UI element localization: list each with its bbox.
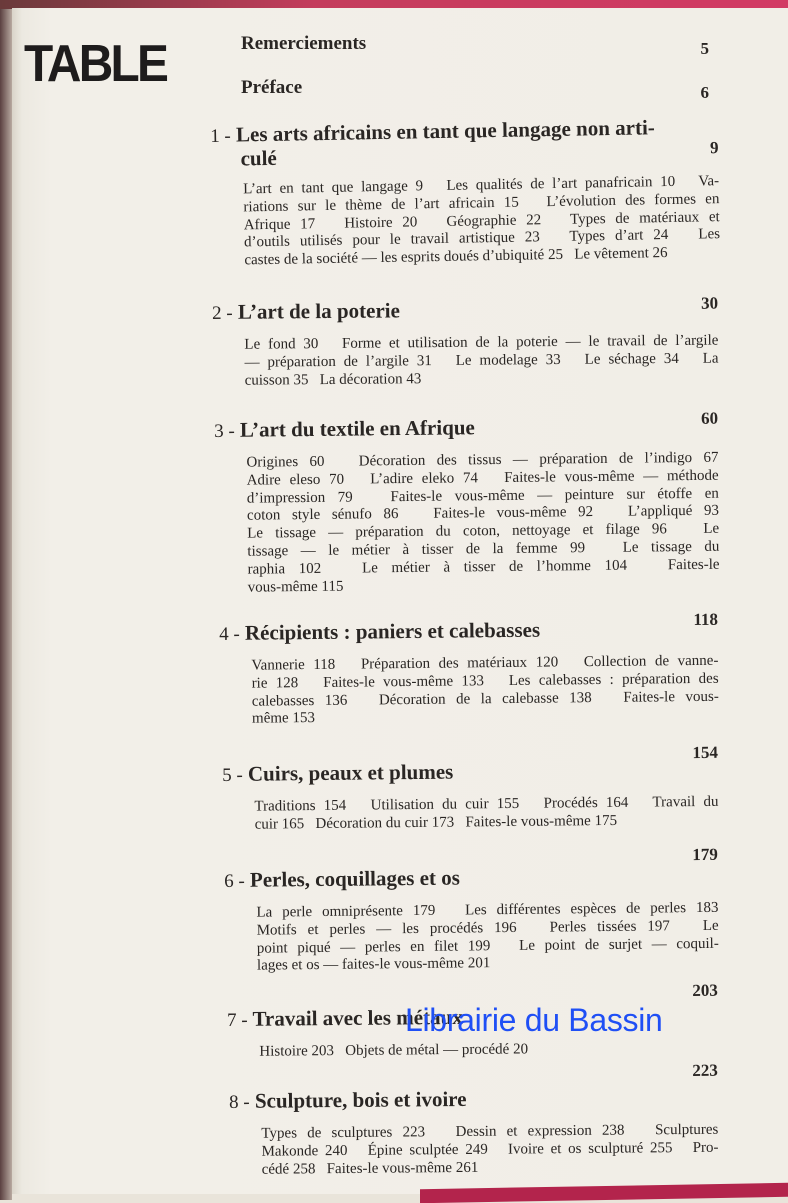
chapter-number: 7 -	[227, 1009, 248, 1031]
section-list	[251, 653, 719, 729]
chapter-page: 118	[693, 609, 719, 630]
toc-entry-preface	[241, 77, 709, 102]
chapter-title: Cuirs, peaux et plumes	[247, 759, 454, 786]
chapter-title: Travail avec les métaux	[252, 1004, 463, 1031]
section-line: La perle omniprésente 179 Les différentes espèces de perles 183	[256, 899, 719, 921]
chapter-number: 1 -	[210, 125, 231, 147]
section-line: Makonde 240 Épine sculptée 249 Ivoire et os sculpturé 255 Pro-	[261, 1139, 719, 1160]
chapter-page: 223	[692, 1060, 718, 1080]
chapter-heading	[219, 609, 719, 646]
section-line: Vannerie 118 Préparation des matériaux 120 Collection de vanne-	[251, 652, 719, 674]
chapter-heading	[222, 742, 719, 787]
book-binding	[0, 0, 12, 1200]
section-line: Histoire 203 Objets de métal — procédé 20	[259, 1041, 529, 1060]
chapter-page: 60	[700, 408, 719, 428]
chapter-heading	[214, 408, 719, 443]
chapter-title: Les arts africains en tant que langage non arti-	[235, 115, 655, 147]
chapter-3	[214, 408, 720, 598]
section-line: lages et os — faites-le vous-même 201	[256, 955, 491, 975]
section-line: d’impression 79 Faites-le vous-même — peinture sur étoffe en	[246, 485, 719, 507]
chapter-5	[222, 742, 719, 835]
section-line: Motifs et perles — les procédés 196 Perles tissées 197 Le	[256, 917, 719, 939]
section-list	[254, 794, 718, 834]
chapter-page: 154	[692, 742, 719, 763]
entry-title: Préface	[241, 77, 303, 98]
chapter-title: L’art du textile en Afrique	[239, 415, 475, 442]
chapter-number: 6 -	[224, 870, 245, 892]
section-line: même 153	[251, 710, 316, 728]
chapter-number: 8 -	[229, 1091, 250, 1113]
chapter-heading	[229, 1060, 718, 1114]
section-line: L’art en tant que langage 9 Les qualités de l’art panafricain 10 Va-	[243, 173, 720, 198]
chapter-number: 2 -	[212, 302, 233, 324]
section-list	[256, 900, 719, 976]
section-line: castes de la société — les esprits doués d’ubiquité 25 Le vêtement 26	[244, 245, 668, 269]
toc-entry-remerciements	[241, 33, 709, 58]
entry-page: 6	[700, 83, 709, 102]
section-line: coton style sénufo 86 Faites-le vous-même 92 L’appliqué 93	[246, 503, 720, 525]
chapter-heading	[210, 115, 719, 170]
section-line: Le fond 30 Forme et utilisation de la poterie — le travail de l’argile	[244, 332, 719, 353]
chapter-title: Sculpture, bois et ivoire	[254, 1086, 467, 1113]
chapter-heading	[224, 844, 718, 893]
section-line: Traditions 154 Utilisation du cuir 155 Procédés 164 Travail du	[254, 793, 719, 815]
section-list	[246, 450, 719, 597]
chapter-4	[219, 609, 719, 729]
section-line: cuisson 35 La décoration 43	[244, 370, 422, 389]
section-line: calebasses 136 Décoration de la calebasse 138 Faites-le vous-	[251, 688, 719, 710]
section-line: Afrique 17 Histoire 20 Géographie 22 Types de matériaux et	[243, 208, 720, 234]
section-line: tissage — le métier à tisser de la femme 99 Le tissage du	[247, 538, 720, 560]
section-list	[243, 173, 720, 270]
chapter-page: 30	[700, 293, 719, 313]
watermark: Librairie du Bassin	[405, 1002, 663, 1038]
section-line: raphia 102 Le métier à tisser de l’homme 104 Faites-le	[247, 556, 720, 578]
chapter-title: culé	[240, 145, 277, 171]
chapter-2	[212, 293, 719, 391]
section-list	[261, 1122, 718, 1179]
chapter-number: 3 -	[214, 420, 235, 442]
entry-page: 5	[700, 39, 709, 58]
chapter-1	[210, 115, 720, 271]
chapter-number: 5 -	[222, 764, 243, 786]
section-line: cuir 165 Décoration du cuir 173 Faites-le vous-même 175	[254, 812, 618, 833]
chapter-6	[224, 844, 719, 976]
section-line: Le tissage — préparation du coton, nettoyage et filage 96 Le	[247, 520, 720, 542]
section-line: d’outils utilisés pour le travail artistique 23 Types d’art 24 Les	[243, 226, 721, 251]
section-line: Types de sculptures 223 Dessin et expression 238 Sculptures	[261, 1121, 719, 1142]
chapter-page: 203	[692, 980, 718, 1000]
entry-title: Remerciements	[241, 33, 367, 54]
table-heading: TABLE	[24, 35, 167, 93]
section-line: Adire eleso 70 L’adire eleko 74 Faites-le vous-même — méthode	[246, 467, 719, 489]
section-line: Origines 60 Décoration des tissus — préparation de l’indigo 67	[246, 449, 719, 471]
chapter-heading	[212, 293, 719, 325]
section-line: — préparation de l’argile 31 Le modelage 33 Le séchage 34 La	[244, 350, 719, 371]
chapter-page: 9	[709, 138, 719, 158]
chapter-title: L’art de la poterie	[237, 298, 400, 324]
section-line: rie 128 Faites-le vous-même 133 Les calebasses : préparation des	[251, 670, 719, 692]
section-list	[244, 333, 718, 391]
chapter-title: Récipients : paniers et calebasses	[244, 617, 541, 645]
section-line: vous-même 115	[247, 578, 344, 596]
chapter-page: 179	[692, 844, 718, 865]
chapter-number: 4 -	[219, 623, 240, 645]
section-line: cédé 258 Faites-le vous-même 261	[261, 1159, 479, 1178]
section-line: point piqué — perles en filet 199 Le point de surjet — coquil-	[256, 935, 719, 957]
section-line: riations sur le thème de l’art africain 15 L’évolution des formes en	[243, 190, 720, 216]
chapter-title: Perles, coquillages et os	[249, 865, 461, 892]
chapter-8	[229, 1060, 719, 1180]
